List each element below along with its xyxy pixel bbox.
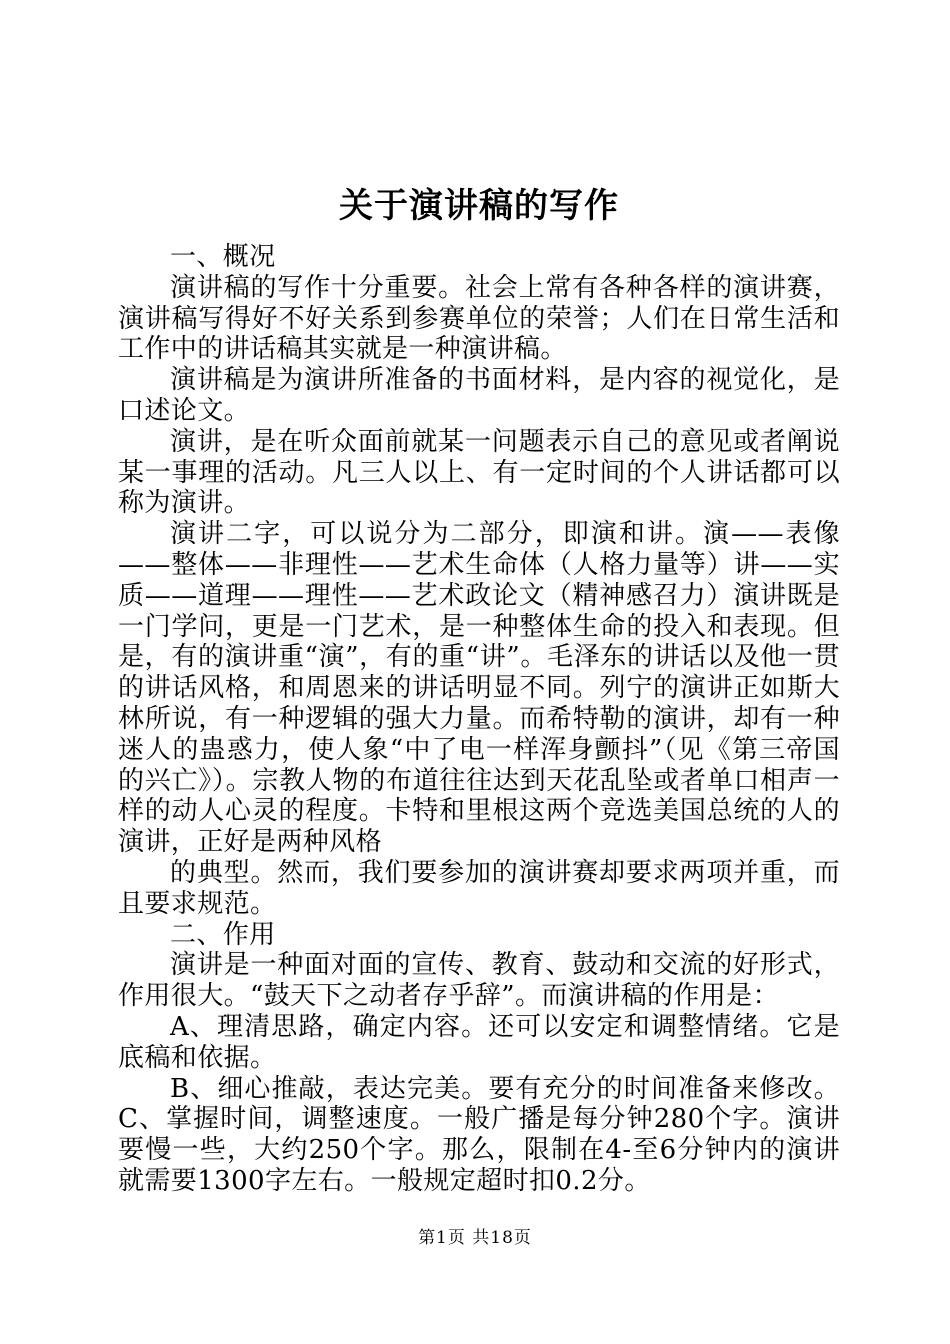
document-title: 关于演讲稿的写作 <box>339 186 619 226</box>
paragraph: B、细心推敲，表达完美。要有充分的时间准备来修改。C、掌握时间，调整速度。一般广播是每分钟280个字。演讲要慢一些，大约250个字。那么，限制在4-至6分钟内的演讲就需要1300字左右。一般规定超时扣0.2分。 <box>118 1073 840 1196</box>
document-body <box>118 242 840 1197</box>
paragraph: 演讲，是在听众面前就某一问题表示自己的意见或者阐说某一事理的活动。凡三人以上、有一定时间的个人讲话都可以称为演讲。 <box>118 426 840 519</box>
page-number: 第1页 共18页 <box>418 1228 532 1248</box>
paragraph: 的典型。然而，我们要参加的演讲赛却要求两项并重，而且要求规范。 <box>118 857 840 919</box>
paragraph: 二、作用 <box>170 919 276 950</box>
page-footer <box>0 1223 950 1248</box>
paragraph: 一、概况 <box>170 242 276 272</box>
paragraph: 演讲二字，可以说分为二部分，即演和讲。演——表像——整体——非理性——艺术生命体（人格力量等）讲——实质——道理——理性——艺术政论文（精神感召力）演讲既是一门学问，更是一门艺术，是一种整体生命的投入和表现。但是，有的演讲重“演”，有的重“讲”。毛泽东的讲话以及他一贯的讲话风格，和周恩来的讲话明显不同。列宁的演讲正如斯大林所说，有一种逻辑的强大力量。而希特勒的演讲，却有一种迷人的蛊惑力，使人象“中了电一样浑身颤抖”（见《第三帝国的兴亡》）。宗教人物的布道往往达到天花乱坠或者单口相声一样的动人心灵的程度。卡特和里根这两个竞选美国总统的人的演讲，正好是两种风格 <box>118 519 840 858</box>
paragraph: 演讲稿的写作十分重要。社会上常有各种各样的演讲赛，演讲稿写得好不好关系到参赛单位的荣誉；人们在日常生活和工作中的讲话稿其实就是一种演讲稿。 <box>118 272 840 365</box>
paragraph: A、理清思路，确定内容。还可以安定和调整情绪。它是底稿和依据。 <box>118 1011 840 1073</box>
paragraph: 演讲是一种面对面的宣传、教育、鼓动和交流的好形式，作用很大。“鼓天下之动者存乎辞”。而演讲稿的作用是： <box>118 950 840 1012</box>
paragraph: 演讲稿是为演讲所准备的书面材料，是内容的视觉化，是口述论文。 <box>118 365 840 426</box>
